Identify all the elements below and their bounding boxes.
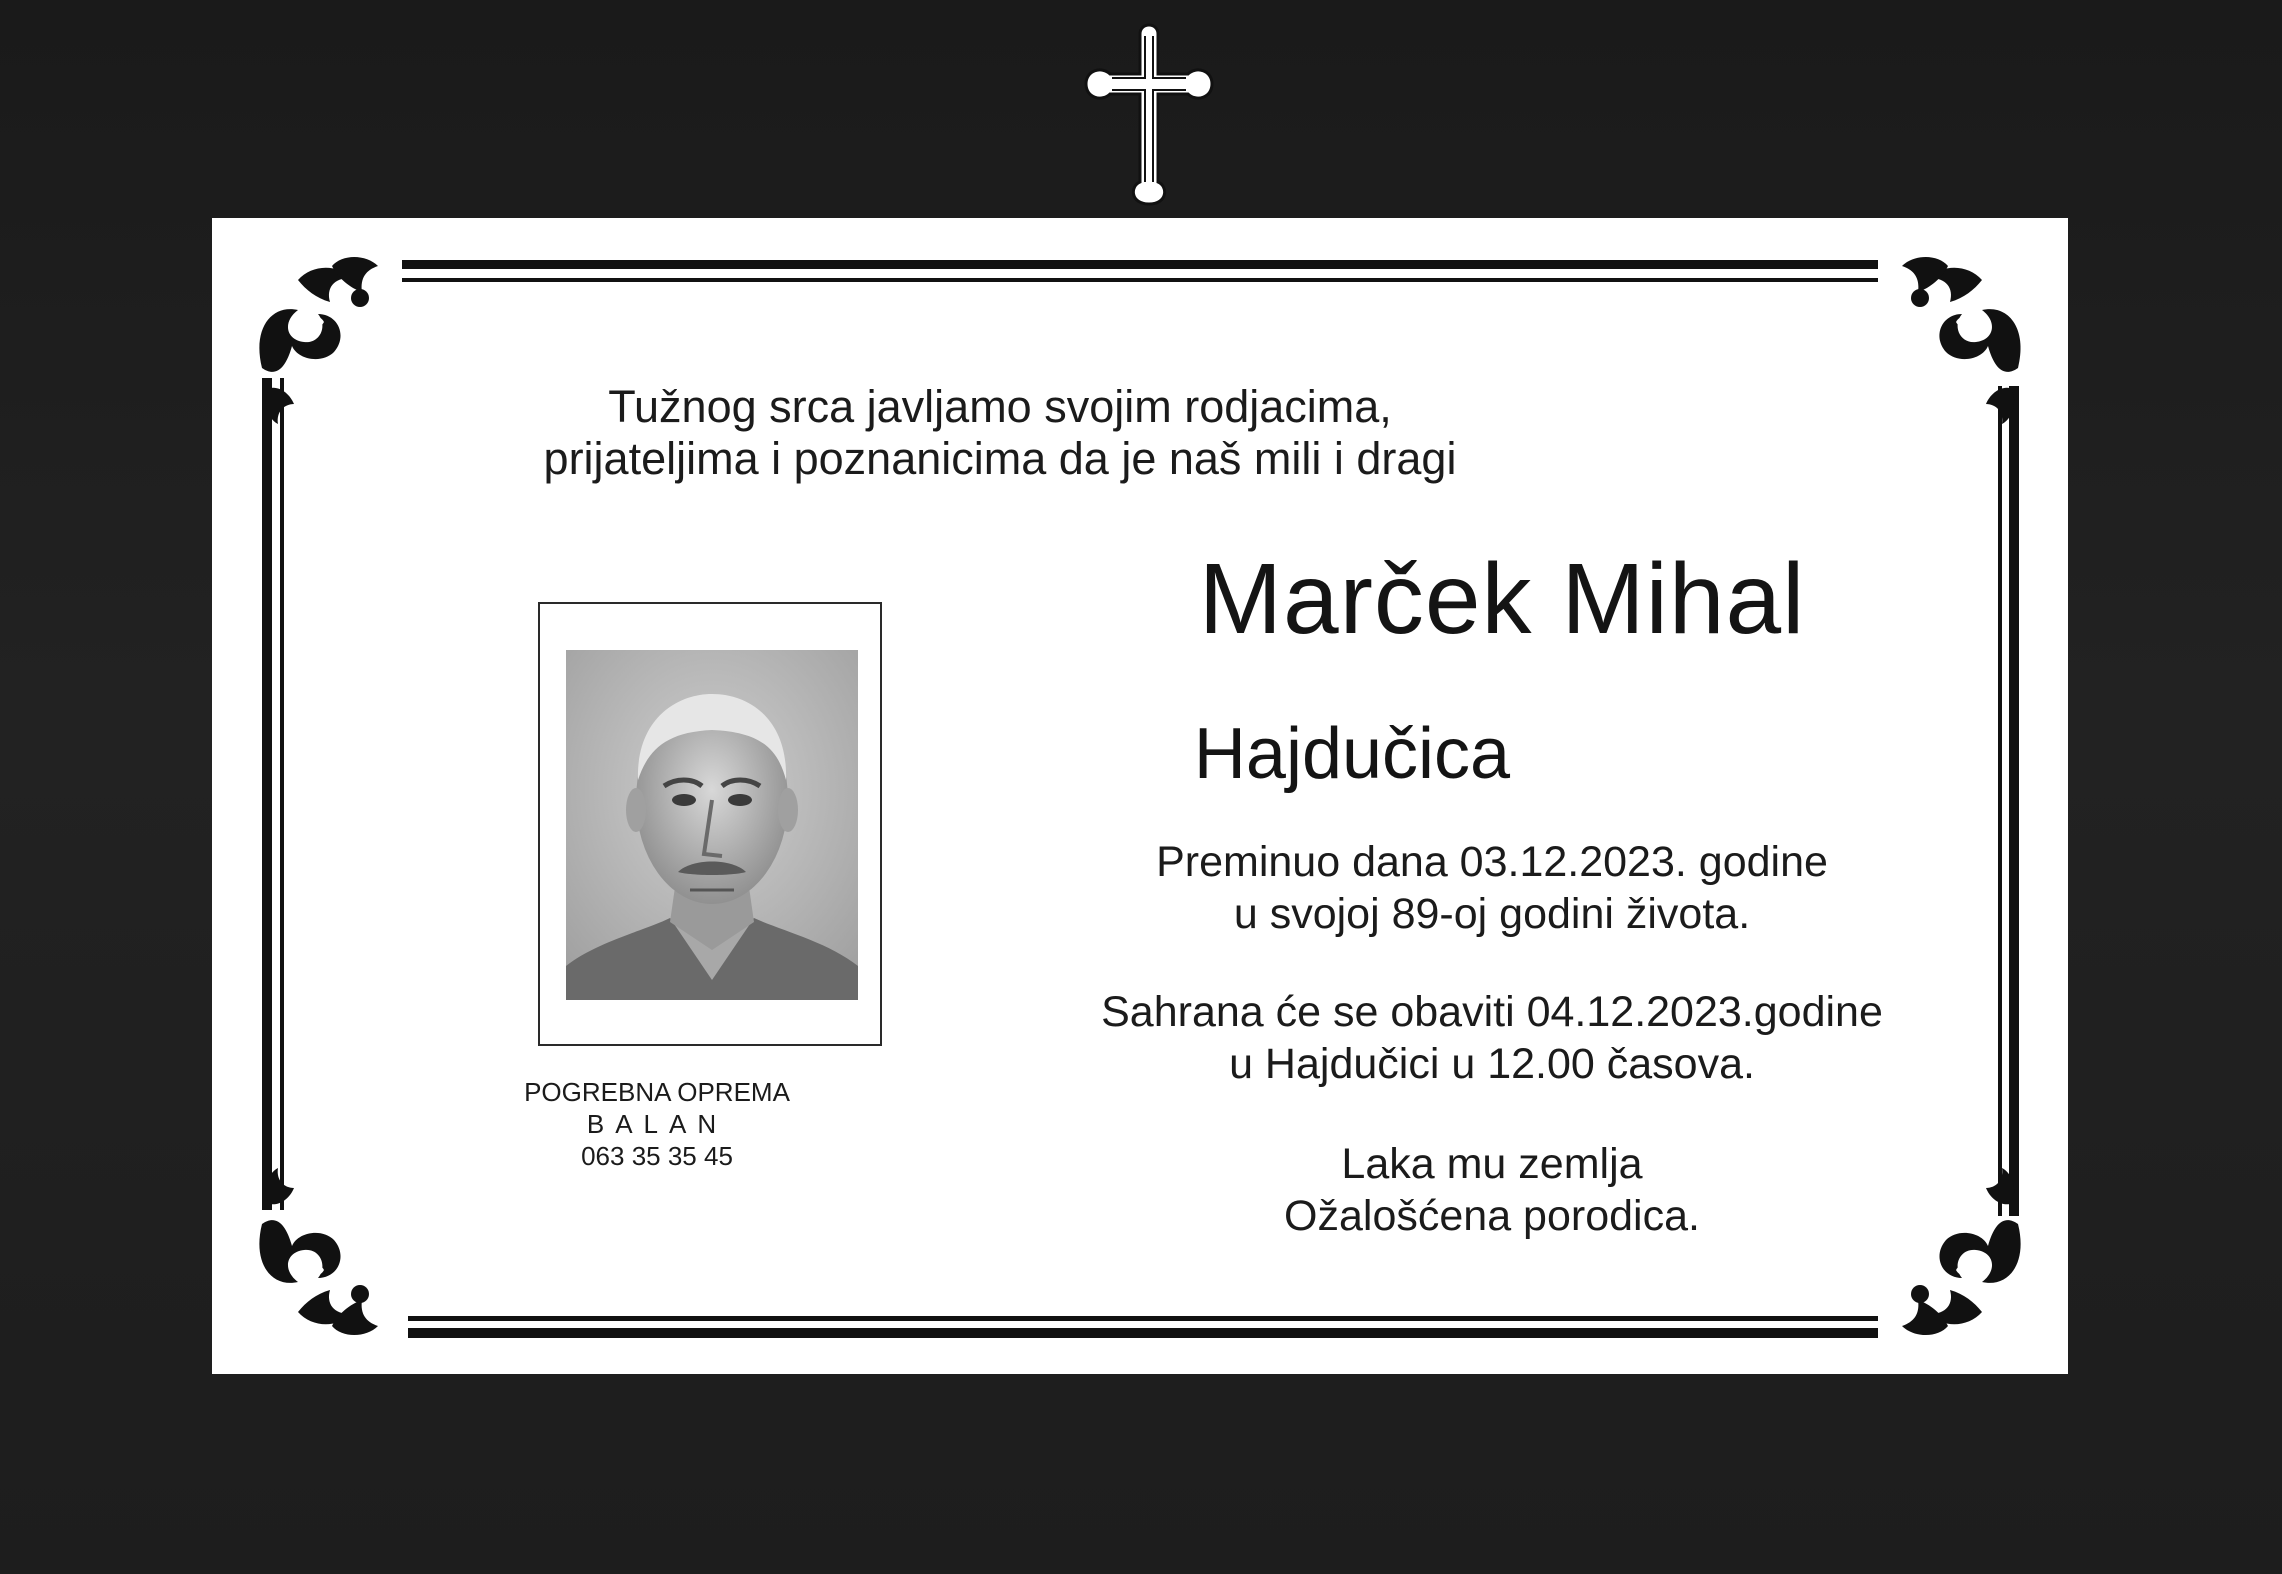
death-line-1: Preminuo dana 03.12.2023. godine: [1156, 838, 1828, 886]
closing-line-2: Ožalošćena porodica.: [1284, 1192, 1700, 1240]
cross-icon: [1078, 14, 1220, 208]
name-block: [992, 544, 1992, 654]
death-line-2: u svojoj 89-oj godini života.: [1233, 890, 1751, 938]
place-block: [992, 714, 1992, 794]
funeral-home-brand: BALAN: [586, 1109, 728, 1139]
obituary-card: [212, 218, 2068, 1374]
photo-frame: [538, 602, 882, 1046]
burial-info: [992, 986, 1992, 1090]
portrait-photo: [566, 650, 858, 1000]
funeral-home-phone: 063 35 35 45: [581, 1141, 733, 1171]
deceased-place: Hajdučica: [1193, 714, 1511, 794]
intro-line-2: prijateljima i poznanicima da je naš mili i dragi: [543, 433, 1457, 484]
closing: [992, 1138, 1992, 1242]
burial-line-1: Sahrana će se obaviti 04.12.2023.godine: [1101, 988, 1883, 1036]
closing-line-1: Laka mu zemlja: [1341, 1140, 1643, 1188]
intro-line-1: Tužnog srca javljamo svojim rodjacima,: [608, 381, 1392, 432]
funeral-home-title: POGREBNA OPREMA: [524, 1077, 790, 1107]
death-info: [992, 836, 1992, 940]
deceased-name: Marček Mihal: [1198, 543, 1806, 655]
burial-line-2: u Hajdučici u 12.00 časova.: [1229, 1040, 1755, 1088]
funeral-home-info: [502, 1076, 812, 1172]
